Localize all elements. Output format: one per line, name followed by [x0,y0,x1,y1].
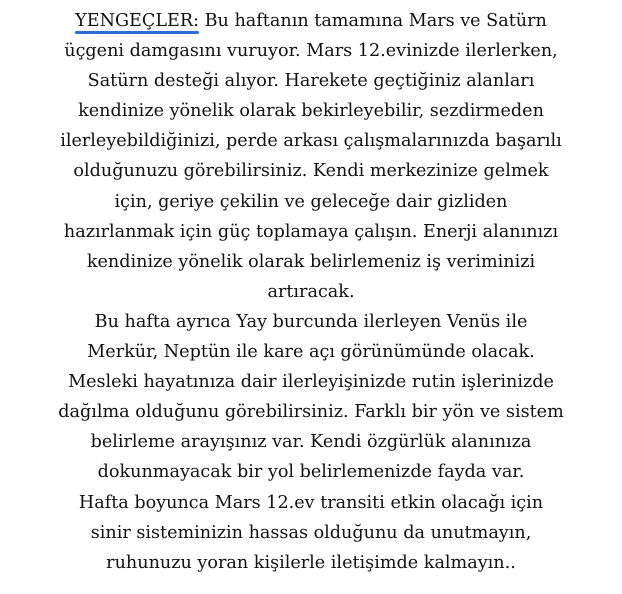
text-line-12: Merkür, Neptün ile kare açı görünümünde olacak. [87,342,535,363]
text-line-1 [0,6,622,36]
text-line-16: dokunmayacak bir yol belirlemenizde fayda var. [97,462,525,483]
horoscope-text-block [0,6,622,578]
text-line-9: kendinize yönelik olarak belirlemeniz iş veriminizi [86,251,536,272]
text-line-17: Hafta boyunca Mars 12.ev transiti etkin olacağı için [78,492,544,513]
text-line-4: kendinize yönelik olarak bekirleyebilir, sezdirmeden [78,101,544,122]
sign-heading [75,11,199,31]
text-line-19: ruhunuzu yoran kişilerle iletişimde kalmayın.. [106,552,516,573]
text-line-13: Mesleki hayatınıza dair ilerleyişinizde rutin işlerinizde [68,372,554,393]
text-line-14: dağılma olduğunu görebilirsiniz. Farklı bir yön ve sistem [58,402,564,423]
sign-heading-text: YENGEÇLER: [75,11,200,31]
text-line-6: olduğunuzu görebilirsiniz. Kendi merkezinize gelmek [73,161,549,182]
heading-underline [75,31,199,34]
text-line-8: hazırlanmak için güç toplamaya çalışın. Enerji alanınızı [63,221,559,242]
text-line-10: artıracak. [267,281,355,302]
text-line-1-rest: Bu haftanın tamamına Mars ve Satürn [199,11,547,31]
text-line-5: ilerleyebildiğinizi, perde arkası çalışmalarınızda başarılı [60,131,562,152]
text-line-11: Bu hafta ayrıca Yay burcunda ilerleyen Venüs ile [94,311,528,332]
text-line-15: belirleme arayışınız var. Kendi özgürlük alanınıza [90,432,532,453]
text-line-7: için, geriye çekilin ve geleceğe dair gizliden [114,191,508,212]
text-line-3: Satürn desteği alıyor. Harekete geçtiğiniz alanları [87,71,535,92]
text-line-18: sinir sisteminizin hassas olduğunu da unutmayın, [90,522,532,543]
text-line-2: üçgeni damgasını vuruyor. Mars 12.evinizde ilerlerken, [64,41,558,62]
